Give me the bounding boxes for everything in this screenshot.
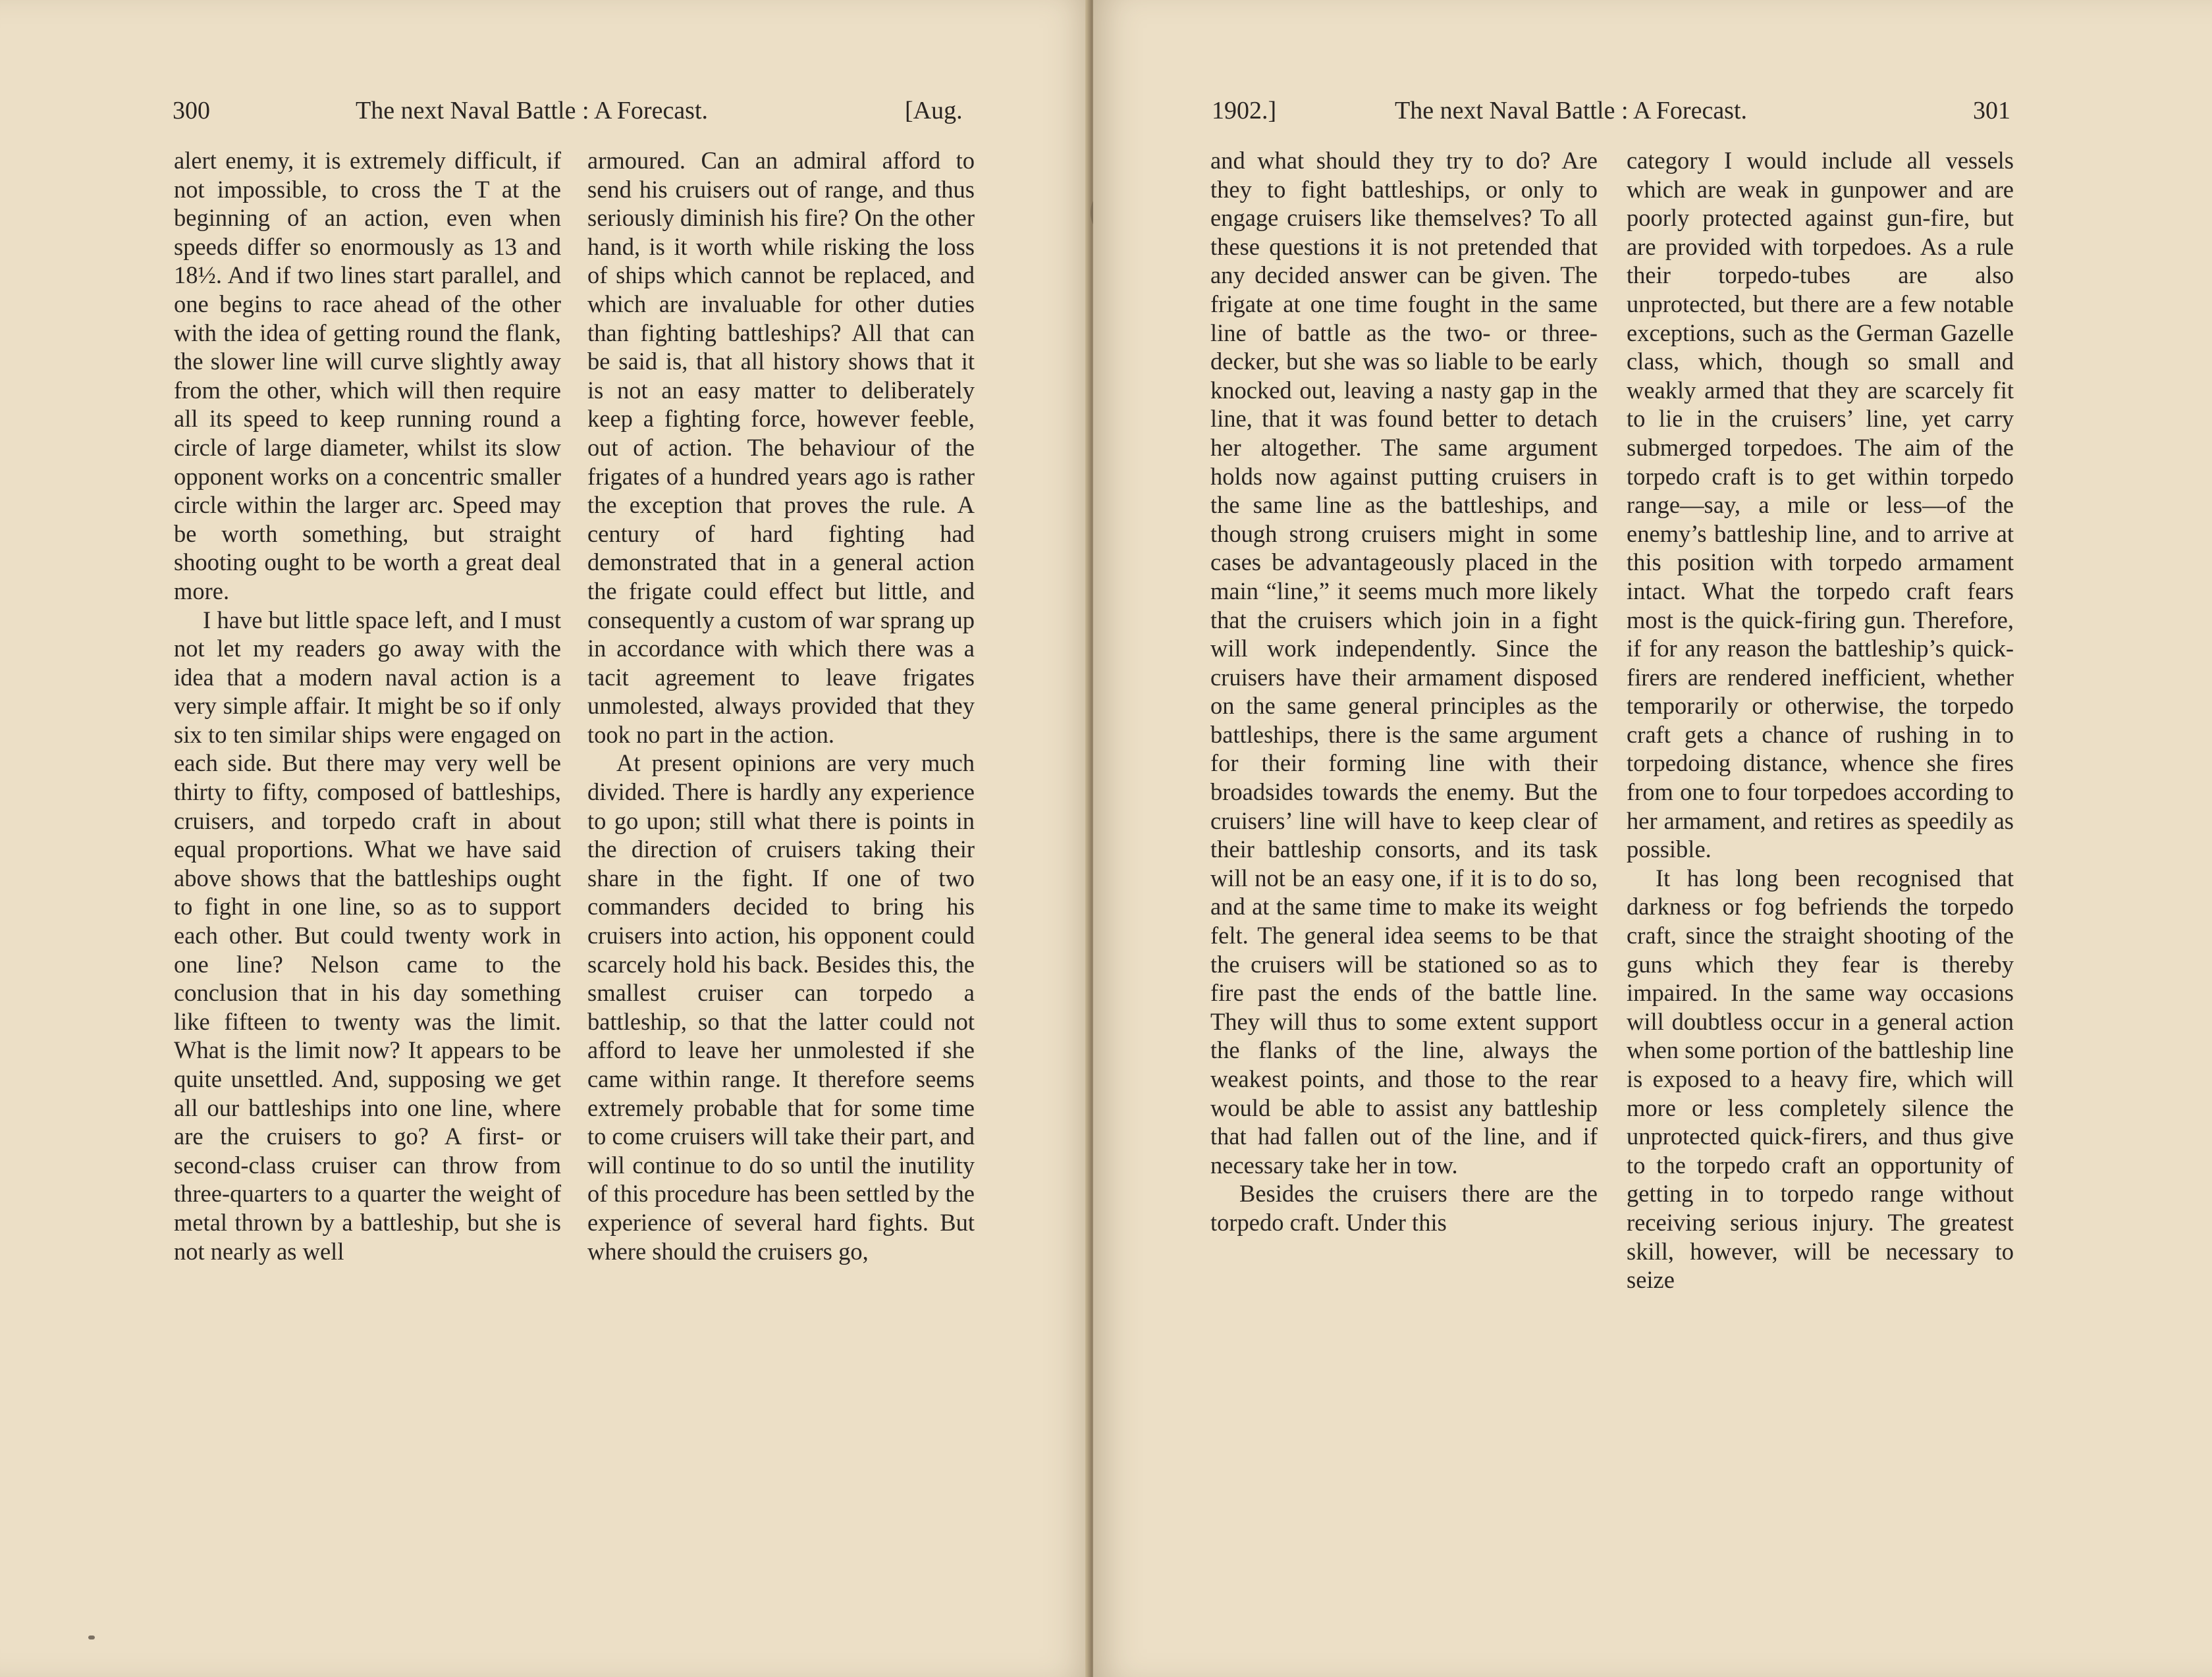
paragraph: At present opinions are very much divided. There is hardly any experience to go upon; still what there is points in the direction of cruisers taking their share in the fight. If one of two commanders decided to bring his cruisers into action, his opponent could scarcely hold his back. Besides this, the smallest cruiser can torpedo a battleship, so that the latter could not afford to leave her unmolested if she came within range. It therefore seems extremely probable that for some time to come cruisers will take their part, and will continue to do so until the inutility of this procedure has been settled by the experience of several hard fights. But where should the cruisers go, xyxy=(587,749,975,1265)
left-page-number: 300 xyxy=(173,97,210,124)
right-page xyxy=(1093,0,2212,1677)
left-running-title: The next Naval Battle : A Forecast. xyxy=(356,97,709,124)
left-column-2 xyxy=(587,146,975,1265)
right-page-number: 301 xyxy=(1973,97,2010,124)
paragraph: category I would include all vessels which are weak in gunpower and are poorly protected against gun-fire, but are provided with torpedoes. As a rule their torpedo-tubes are also unprotected, but there are a few notable exceptions, such as the German Gazelle class, which, though so small and weakly armed that they are scarcely fit to lie in the cruisers’ line, yet carry submerged torpedoes. The aim of the torpedo craft is to get within torpedo range—say, a mile or less—of the enemy’s battleship line, and to arrive at this position with torpedo armament intact. What the torpedo craft fears most is the quick-firing gun. Therefore, if for any reason the battleship’s quick-firers are rendered inefficient, whether temporarily or otherwise, the torpedo craft gets a chance of rushing in to torpedoing distance, whence she fires from one to four torpedoes according to her armament, and retires as speedily as possible. xyxy=(1627,147,2014,863)
paragraph: I have but little space left, and I must not let my readers go away with the idea that a modern naval action is a very simple affair. It might be so if only six to ten similar ships were engaged on each side. But there may very well be thirty to fifty, composed of battleships, cruisers, and torpedo craft in about equal proportions. What we have said above shows that the battleships ought to fight in one line, so as to support each other. But could twenty work in one line? Nelson came to the conclusion that in his day something like fifteen to twenty was the limit. What is the limit now? It appears to be quite unsettled. And, supposing we get all our battleships into one line, where are the cruisers to go? A first- or second-class cruiser can throw from three-quarters to a quarter the weight of metal thrown by a battleship, but she is not nearly as well xyxy=(174,606,561,1265)
right-running-date: 1902.] xyxy=(1212,97,1277,124)
left-column-1 xyxy=(174,146,561,1265)
ink-speck xyxy=(88,1636,95,1639)
paragraph: Besides the cruisers there are the torpedo craft. Under this xyxy=(1210,1180,1598,1236)
paragraph: and what should they try to do? Are they to fight battleships, or only to engage cruisers like themselves? To all these questions it is not pretended that any decided answer can be given. The frigate at one time fought in the same line of battle as the two- or three-decker, but she was so liable to be early knocked out, leaving a nasty gap in the line, that it was found better to detach her altogether. The same argument holds now against putting cruisers in the same line as the battleships, and though strong cruisers might in some cases be advantageously placed in the main “line,” it seems much more likely that the cruisers which join in a fight will work independently. Since the cruisers have their armament disposed on the same general principles as the battleships, there is the same argument for their forming line with their broadsides towards the enemy. But the cruisers’ line will have to keep clear of their battleship consorts, and its task will not be an easy one, if it is to do so, and at the same time to make its weight felt. The general idea seems to be that the cruisers will be stationed so as to fire past the ends of the battle line. They will thus to some extent support the flanks of the line, always the weakest points, and those to the rear would be able to assist any battleship that had fallen out of the line, and if necessary take her in tow. xyxy=(1210,147,1598,1179)
right-running-title: The next Naval Battle : A Forecast. xyxy=(1395,97,1748,124)
right-column-2 xyxy=(1627,146,2014,1294)
paragraph: alert enemy, it is extremely difficult, if not impossible, to cross the T at the beginning of an action, even when speeds differ so enormously as 13 and 18½. And if two lines start parallel, and one begins to race ahead of the other with the idea of getting round the flank, the slower line will curve slightly away from the other, which will then require all its speed to keep running round a circle of large diameter, whilst its slow opponent works on a concentric smaller circle within the larger arc. Speed may be worth something, but straight shooting ought to be worth a great deal more. xyxy=(174,147,561,604)
paragraph: It has long been recognised that darkness or fog befriends the torpedo craft, since the straight shooting of the guns which they fear is thereby impaired. In the same way occasions will doubtless occur in a general action when some portion of the battleship line is exposed to a heavy fire, which will more or less completely silence the unprotected quick-firers, and thus give to the torpedo craft an opportunity of getting in to torpedo range without receiving serious injury. The greatest skill, however, will be necessary to seize xyxy=(1627,864,2014,1294)
left-page xyxy=(0,0,1093,1677)
right-column-1 xyxy=(1210,146,1598,1237)
left-running-date: [Aug. xyxy=(905,97,963,124)
paragraph: armoured. Can an admiral afford to send his cruisers out of range, and thus seriously diminish his fire? On the other hand, is it worth while risking the loss of ships which cannot be replaced, and which are invaluable for other duties than fighting battleships? All that can be said is, that all history shows that it is not an easy matter to deliberately keep a fighting force, however feeble, out of action. The behaviour of the frigates of a hundred years ago is rather the exception that proves the rule. A century of hard fighting had demonstrated that in a general action the frigate could effect but little, and consequently a custom of war sprang up in accordance with which there was a tacit agreement to leave frigates unmolested, always provided that they took no part in the action. xyxy=(587,147,975,748)
